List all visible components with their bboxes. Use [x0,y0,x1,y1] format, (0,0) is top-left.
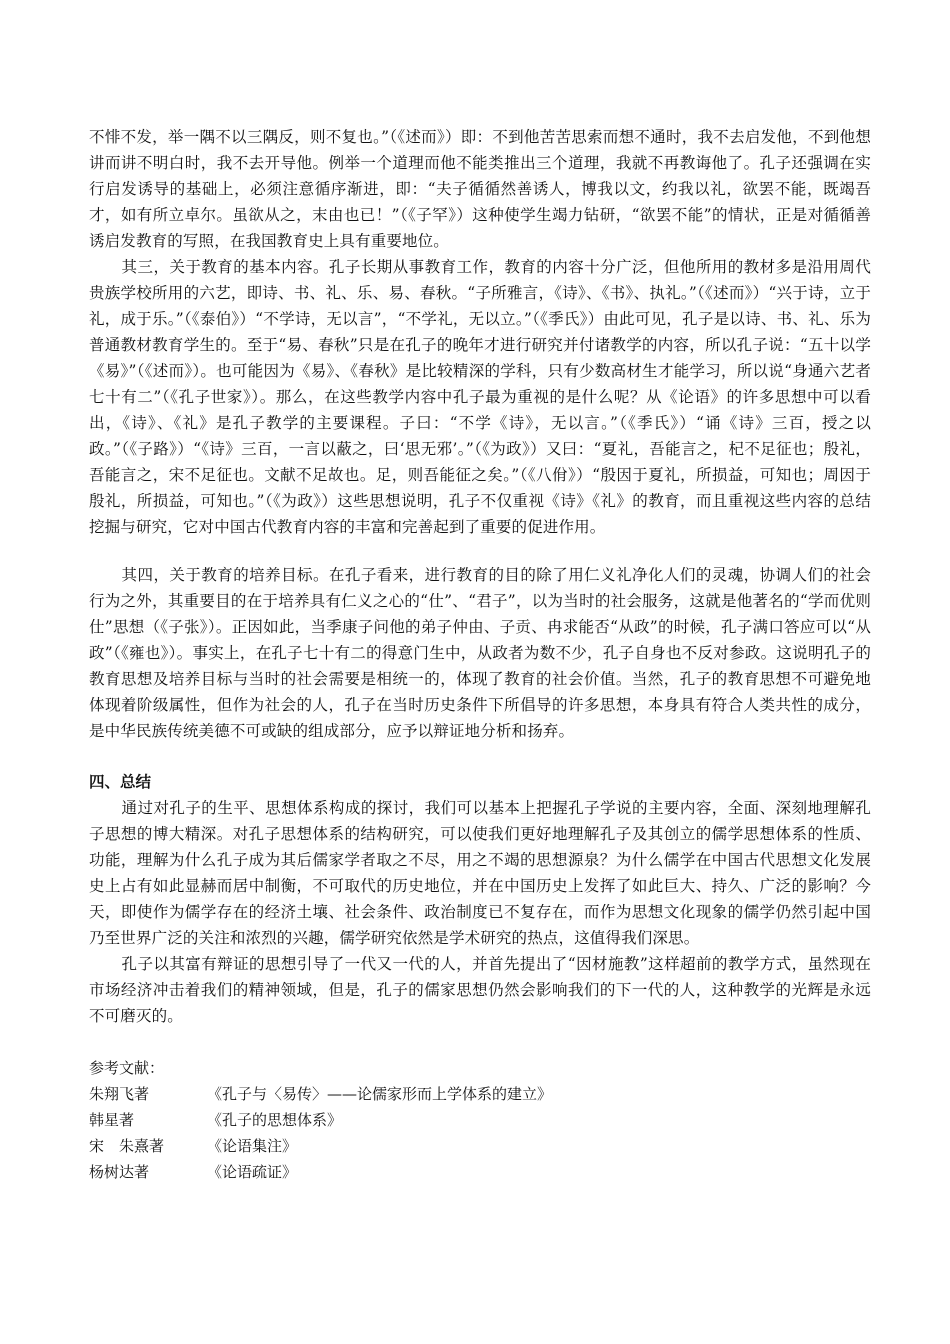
reference-author: 杨树达著 [89,1163,150,1181]
reference-book: 《论语疏证》 [207,1163,298,1181]
reference-item [89,1081,871,1107]
reference-author: 韩星著 [89,1111,135,1129]
reference-item [89,1133,871,1159]
document-page [89,124,871,1185]
reference-book: 《孔子的思想体系》 [207,1111,343,1129]
reference-author: 宋 朱熹著 [89,1137,165,1155]
paragraph-teaching-goal: 其四，关于教育的培养目标。在孔子看来，进行教育的目的除了用仁义礼净化人们的灵魂，协调人们的社会行为之外，其重要目的在于培养具有仁义之心的“仕”、“君子”，以为当时的社会服务，这就是他著名的“学而优则仕”思想（《子张》）。正因如此，当季康子问他的弟子仲由、子贡、冉求能否“从政”的时候，孔子满口答应可以“从政”（《雍也》）。事实上，在孔子七十有二的得意门生中，从政者为数不少，孔子自身也不反对参政。这说明孔子的教育思想及培养目标与当时的社会需要是相统一的，体现了教育的社会价值。当然，孔子的教育思想不可避免地体现着阶级属性，但作为社会的人，孔子在当时历史条件下所倡导的许多思想，本身具有符合人类共性的成分，是中华民族传统美德不可或缺的组成部分，应予以辩证地分析和扬弃。 [89,566,871,740]
reference-item [89,1107,871,1133]
section-heading-summary: 四、总结 [89,772,152,791]
reference-book: 《论语集注》 [207,1137,298,1155]
paragraph-summary-2: 孔子以其富有辩证的思想引导了一代又一代的人，并首先提出了“因材施教”这样超前的教学方式，虽然现在市场经济冲击着我们的精神领域，但是，孔子的儒家思想仍然会影响我们的下一代的人，这种教学的光辉是永远不可磨灭的。 [89,955,871,1025]
references-section [89,1055,871,1185]
reference-item [89,1159,871,1185]
paragraph-teaching-content: 其三，关于教育的基本内容。孔子长期从事教育工作，教育的内容十分广泛，但他所用的教材多是沿用周代贵族学校所用的六艺，即诗、书、礼、乐、易、春秋。“子所雅言，《诗》、《书》、执礼。”（《述而》）“兴于诗，立于礼，成于乐。”（《泰伯》）“不学诗，无以言”，“不学礼，无以立。”（《季氏》）由此可见，孔子是以诗、书、礼、乐为普通教材教育学生的。至于“易、春秋”只是在孔子的晚年才进行研究并付诸教学的内容，所以孔子说：“五十以学《易》”（《述而》）。也可能因为《易》、《春秋》是比较精深的学科，只有少数高材生才能学习，所以说“身通六艺者七十有二”（《孔子世家》）。那么，在这些教学内容中孔子最为重视的是什么呢？从《论语》的许多思想中可以看出，《诗》、《礼》是孔子教学的主要课程。子曰：“不学《诗》，无以言。”（《季氏》）“诵《诗》三百，授之以政。”（《子路》）“《诗》三百，一言以蔽之，曰‘思无邪’。”（《为政》）又曰：“夏礼，吾能言之，杞不足征也；殷礼，吾能言之，宋不足征也。文献不足故也。足，则吾能征之矣。”（《八佾》）“殷因于夏礼，所损益，可知也；周因于殷礼，所损益，可知也。”（《为政》）这些思想说明，孔子不仅重视《诗》《礼》的教育，而且重视这些内容的总结挖掘与研究，它对中国古代教育内容的丰富和完善起到了重要的促进作用。 [89,258,871,536]
references-title: 参考文献： [89,1059,165,1077]
paragraph-summary-1: 通过对孔子的生平、思想体系构成的探讨，我们可以基本上把握孔子学说的主要内容，全面、深刻地理解孔子思想的博大精深。对孔子思想体系的结构研究，可以使我们更好地理解孔子及其创立的儒学思想体系的性质、功能，理解为什么孔子成为其后儒家学者取之不尽，用之不竭的思想源泉？为什么儒学在中国古代思想文化发展史上占有如此显赫而居中制衡，不可取代的历史地位，并在中国历史上发挥了如此巨大、持久、广泛的影响？今天，即使作为儒学存在的经济土壤、社会条件、政治制度已不复存在，而作为思想文化现象的儒学仍然引起中国乃至世界广泛的关注和浓烈的兴趣，儒学研究依然是学术研究的热点，这值得我们深思。 [89,799,871,947]
paragraph-continuation: 不悱不发，举一隅不以三隅反，则不复也。”（《述而》）即：不到他苦苦思索而想不通时，我不去启发他，不到他想讲而讲不明白时，我不去开导他。例举一个道理而他不能类推出三个道理，我就不再教诲他了。孔子还强调在实行启发诱导的基础上，必须注意循序渐进，即：“夫子循循然善诱人，博我以文，约我以礼，欲罢不能，既竭吾才，如有所立卓尔。虽欲从之，末由也已！”（《子罕》）这种使学生竭力钻研，“欲罢不能”的情状，正是对循循善诱启发教育的写照，在我国教育史上具有重要地位。 [89,128,871,250]
reference-author: 朱翔飞著 [89,1085,150,1103]
reference-book: 《孔子与〈易传〉——论儒家形而上学体系的建立》 [207,1085,553,1103]
